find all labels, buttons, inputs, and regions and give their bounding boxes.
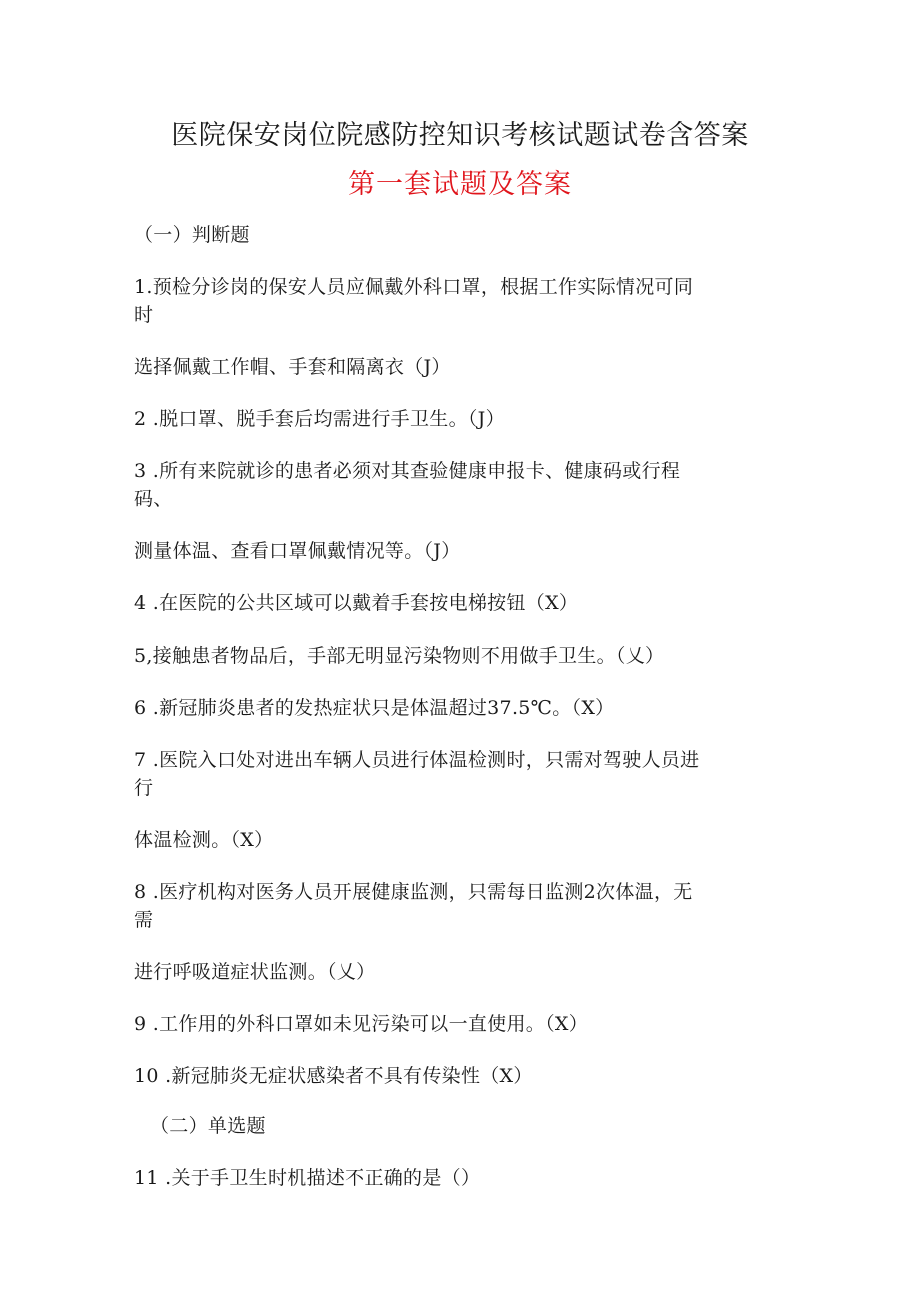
question-3-line-2: 码、 xyxy=(134,488,173,510)
document-subtitle: 第一套试题及答案 xyxy=(348,169,572,200)
question-7-line-1: 7 .医院入口处对进出车辆人员进行体温检测时，只需对驾驶人员进 xyxy=(134,749,700,771)
question-4: 4 .在医院的公共区域可以戴着手套按电梯按钮（X） xyxy=(134,592,579,614)
question-2: 2 .脱口罩、脱手套后均需进行手卫生。（J） xyxy=(134,408,505,430)
question-7-line-3: 体温检测。（X） xyxy=(134,829,274,851)
question-9: 9 .工作用的外科口罩如未见污染可以一直使用。（X） xyxy=(134,1013,588,1035)
question-3-line-3: 测量体温、查看口罩佩戴情况等。（J） xyxy=(134,540,461,562)
question-8-line-3: 进行呼吸道症状监测。（乂） xyxy=(134,961,376,983)
question-8-line-1: 8 .医疗机构对医务人员开展健康监测，只需每日监测2次体温，无 xyxy=(134,881,693,903)
question-5: 5,接触患者物品后，手部无明显污染物则不用做手卫生。（乂） xyxy=(134,645,665,667)
question-6: 6 .新冠肺炎患者的发热症状只是体温超过37.5℃。（X） xyxy=(134,697,615,719)
section-heading-judgment: （一）判断题 xyxy=(134,224,250,246)
section-heading-single-choice: （二）单选题 xyxy=(150,1115,266,1137)
question-11: 11 .关于手卫生时机描述不正确的是（） xyxy=(134,1167,481,1189)
question-1-line-2: 时 xyxy=(134,304,154,326)
question-7-line-2: 行 xyxy=(134,777,154,799)
question-3-line-1: 3 .所有来院就诊的患者必须对其查验健康申报卡、健康码或行程 xyxy=(134,460,681,482)
question-10: 10 .新冠肺炎无症状感染者不具有传染性（X） xyxy=(134,1065,533,1087)
question-1-line-1: 1.预检分诊岗的保安人员应佩戴外科口罩，根据工作实际情况可同 xyxy=(134,276,694,298)
document-title: 医院保安岗位院感防控知识考核试题试卷含答案 xyxy=(171,120,749,151)
question-8-line-2: 需 xyxy=(134,909,154,931)
question-1-line-3: 选择佩戴工作帽、手套和隔离衣（J） xyxy=(134,356,451,378)
